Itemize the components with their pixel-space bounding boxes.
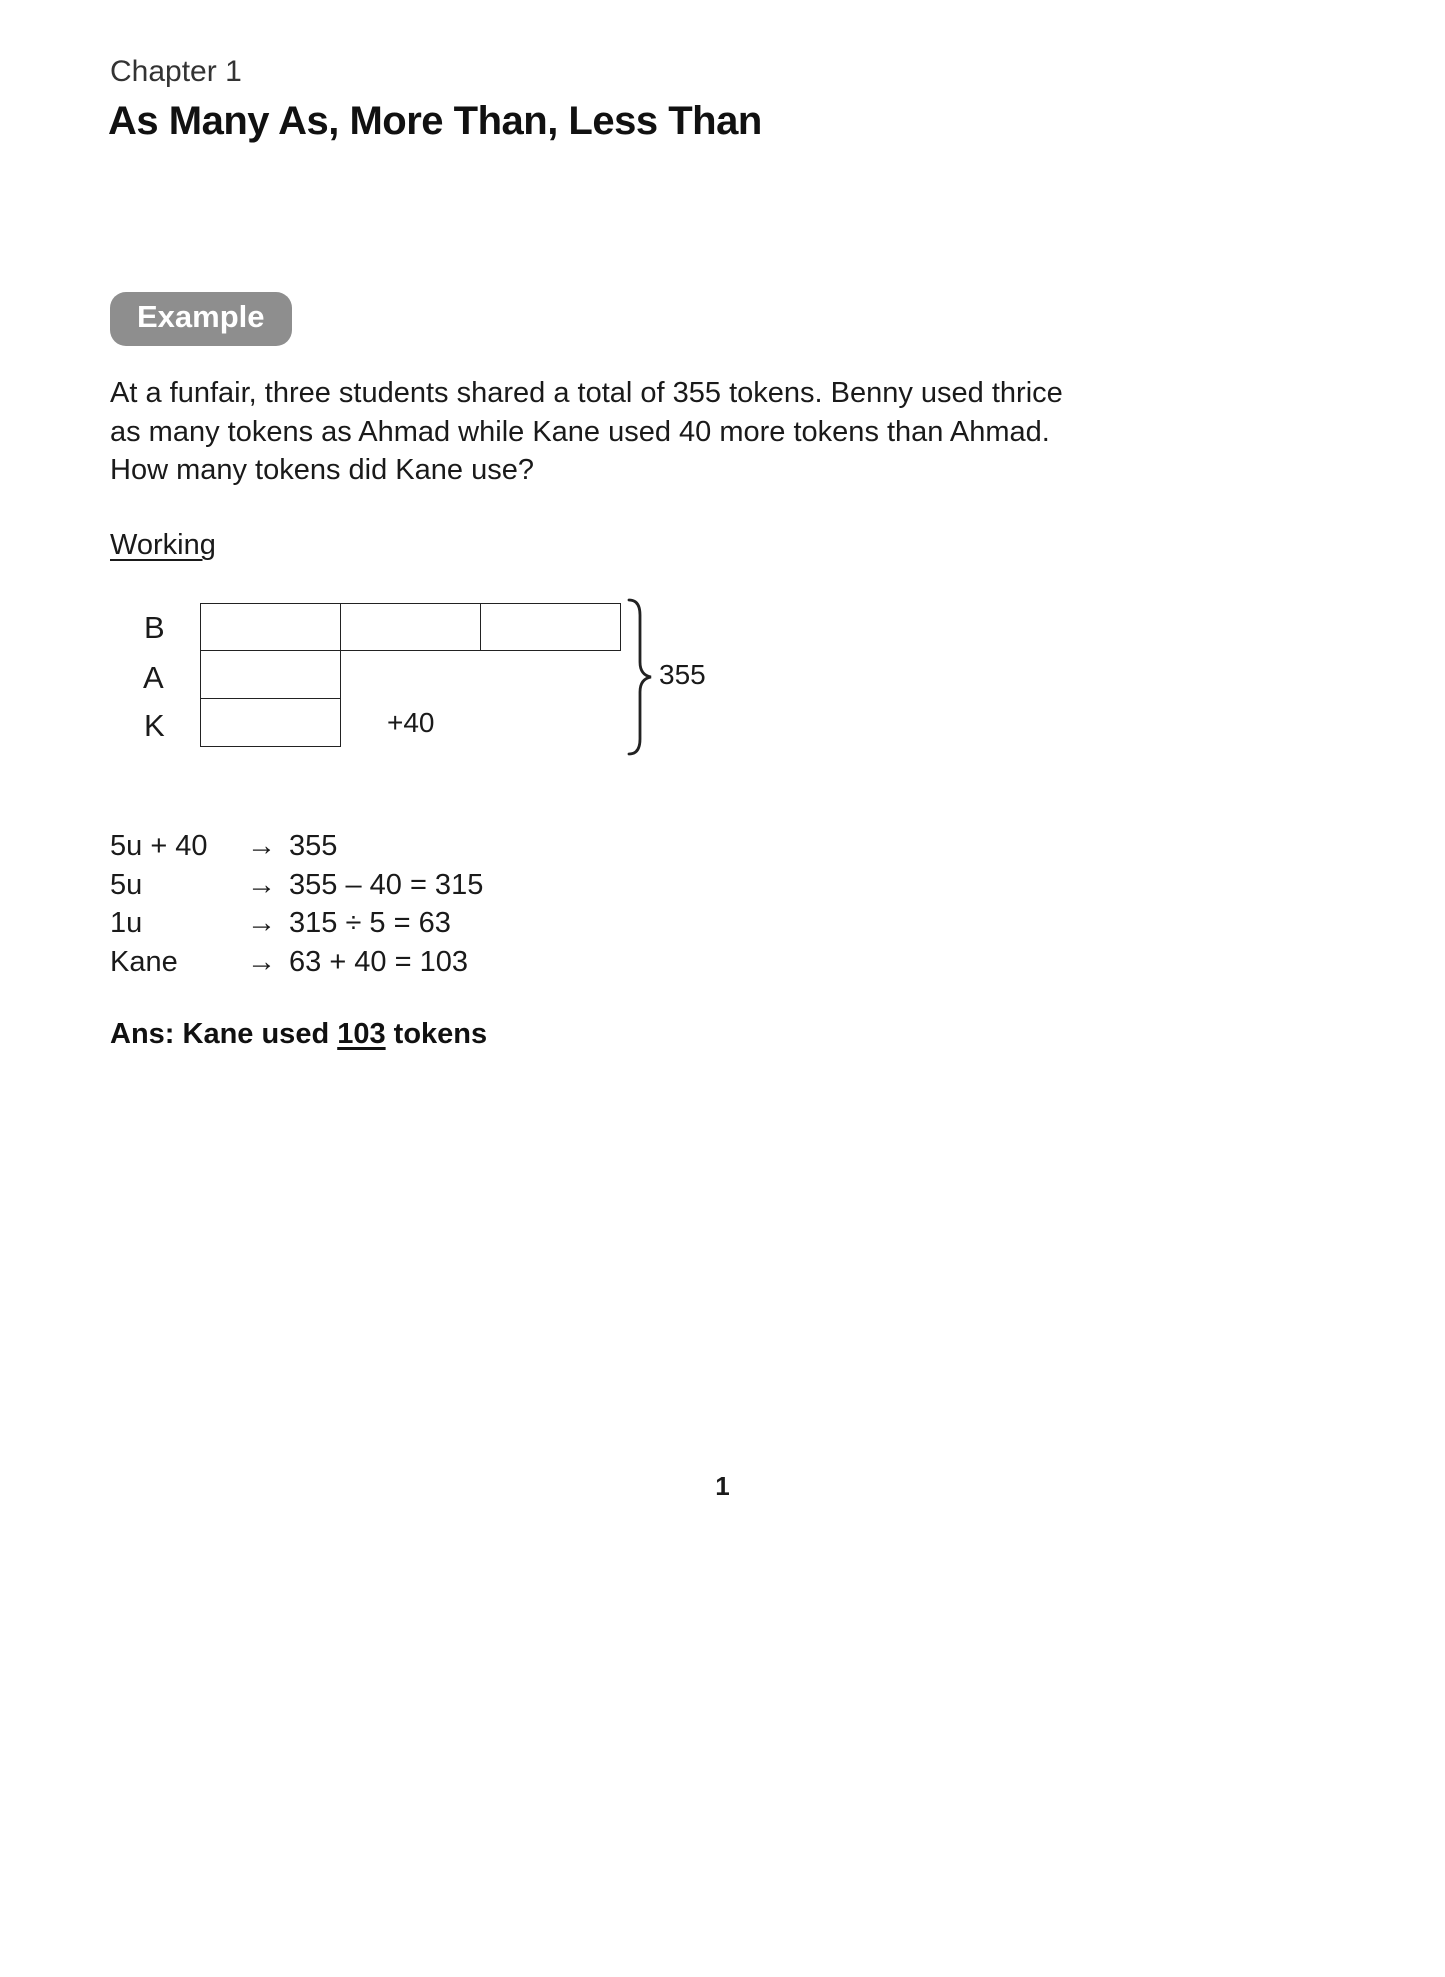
right-arrow-icon: → xyxy=(247,830,276,862)
benny-bar-segment xyxy=(201,604,341,650)
equation-rhs: 63 + 40 = 103 xyxy=(289,945,468,978)
example-badge xyxy=(110,292,292,346)
benny-bar xyxy=(200,603,621,651)
plus-40-annotation: +40 xyxy=(387,707,435,738)
problem-line: At a funfair, three students shared a total of 355 tokens. Benny used thrice xyxy=(110,377,1063,409)
answer-line xyxy=(110,1018,487,1051)
answer-value: 103 xyxy=(337,1018,386,1050)
page-number: 1 xyxy=(715,1471,730,1501)
equation-row xyxy=(110,866,483,905)
equation-rhs: 315 ÷ 5 = 63 xyxy=(289,907,451,940)
problem-line: as many tokens as Ahmad while Kane used 40 more tokens than Ahmad. xyxy=(110,415,1050,448)
bar-label-ahmad: A xyxy=(143,660,164,695)
right-arrow-icon: → xyxy=(247,945,276,978)
working-heading: Working xyxy=(110,529,216,561)
equation-lhs: 5u xyxy=(110,868,143,901)
benny-bar-segment xyxy=(481,604,620,650)
kane-bar xyxy=(200,699,341,747)
equation-row xyxy=(110,943,483,982)
total-label: 355 xyxy=(659,659,706,690)
equation-lhs: 1u xyxy=(110,907,143,940)
answer-suffix: tokens xyxy=(385,1018,488,1050)
bar-label-kane: K xyxy=(144,708,165,743)
ahmad-bar xyxy=(200,651,341,699)
equation-lhs: Kane xyxy=(110,945,178,978)
curly-brace xyxy=(626,597,654,757)
problem-line: How many tokens did Kane use? xyxy=(110,454,534,486)
answer-prefix: Ans: Kane used xyxy=(110,1018,338,1050)
equation-row xyxy=(110,827,483,866)
problem-text xyxy=(110,374,1063,490)
right-arrow-icon: → xyxy=(247,868,276,901)
equation-lhs: 5u + 40 xyxy=(110,830,208,862)
equation-row xyxy=(110,904,483,943)
right-arrow-icon: → xyxy=(247,907,276,940)
bar-label-benny: B xyxy=(144,610,165,645)
chapter-label: Chapter 1 xyxy=(110,55,242,88)
equation-rhs: 355 – 40 = 315 xyxy=(289,868,484,901)
equation-rhs: 355 xyxy=(289,830,338,862)
working-equations xyxy=(110,827,483,981)
example-badge-label: Example xyxy=(137,299,265,334)
benny-bar-segment xyxy=(341,604,481,650)
page-title: As Many As, More Than, Less Than xyxy=(108,99,762,143)
